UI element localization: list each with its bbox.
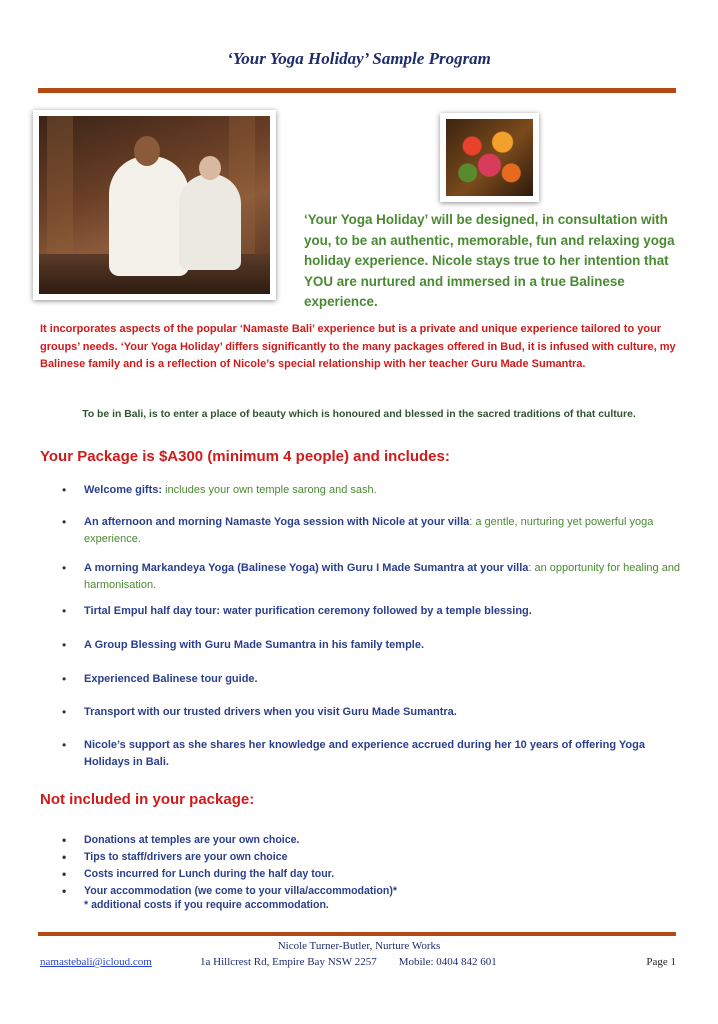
list-item: • Your accommodation (we come to your villa/accommodation)* [62,883,682,899]
item-lead: Nicole’s support as she shares her knowledge and experience accrued during her 10 years of offering Yoga Holidays in Bali. [84,739,645,768]
list-item [62,637,682,654]
photo-yoga-meditation [33,110,276,300]
item-rest: : an opportunity for healing and harmonisation. [84,562,681,591]
list-item [62,603,682,620]
item-lead: Transport with our trusted drivers when you visit Guru Made Sumantra. [84,706,457,718]
footer-name: Nicole Turner-Butler, Nurture Works [277,940,441,952]
not-included-heading: Not included in your package: [40,791,255,808]
accommodation-note: * additional costs if you require accommodation. [84,899,329,911]
list-item: • Tips to staff/drivers are your own choice [62,849,682,865]
item-lead: Welcome gifts: [84,484,163,496]
item-lead: An afternoon and morning Namaste Yoga session with Nicole at your villa [84,516,470,528]
page-title: ‘Your Yoga Holiday’ Sample Program [227,49,491,68]
list-item [62,482,682,499]
page-number: Page 1 [646,956,676,968]
item-lead: A morning Markandeya Yoga (Balinese Yoga) with Guru I Made Sumantra at your villa [84,562,529,574]
list-item [62,560,682,594]
intro-bali-quote: To be in Bali, is to enter a place of beauty which is honoured and blessed in the sacred traditions of that culture. [82,409,636,420]
list-item: • Donations at temples are your own choice. [62,832,682,848]
header-divider [38,88,676,93]
item-lead: A Group Blessing with Guru Made Sumantra in his family temple. [84,639,425,651]
package-heading: Your Package is $A300 (minimum 4 people) and includes: [40,448,450,465]
intro-paragraph-red: It incorporates aspects of the popular ‘Namaste Bali’ experience but is a private and unique experience tailored to your groups’ needs. ‘Your Yoga Holiday’ differs significantly to the many packages offered in Bud, it is infused with culture, my Balinese family and is a reflection of Nicole’s special relationship with her teacher Guru Made Sumantra. [40,323,676,371]
list-item [62,514,682,548]
footer-address: 1a Hillcrest Rd, Empire Bay NSW 2257 Mobile: 0404 842 601 [200,956,497,968]
item-lead: Experienced Balinese tour guide. [84,673,258,685]
list-item [62,704,682,721]
item-rest: includes your own temple sarong and sash. [162,484,377,496]
footer-email-link[interactable]: namastebali@icloud.com [40,956,152,968]
intro-paragraph-green: ‘Your Yoga Holiday’ will be designed, in consultation with you, to be an authentic, memorable, fun and relaxing yoga holiday experience. Nicole stays true to her intention that YOU are nurtured and immersed in a true Balinese experience. [304,212,675,309]
footer-divider [38,932,676,936]
item-rest: : a gentle, nurturing yet powerful yoga experience. [84,516,654,545]
list-item: • Costs incurred for Lunch during the half day tour. [62,866,682,882]
list-item [62,737,682,771]
list-item [62,671,682,688]
item-lead: Tirtal Empul half day tour: water purification ceremony followed by a temple blessing. [84,605,532,617]
photo-balinese-offering [440,113,539,202]
